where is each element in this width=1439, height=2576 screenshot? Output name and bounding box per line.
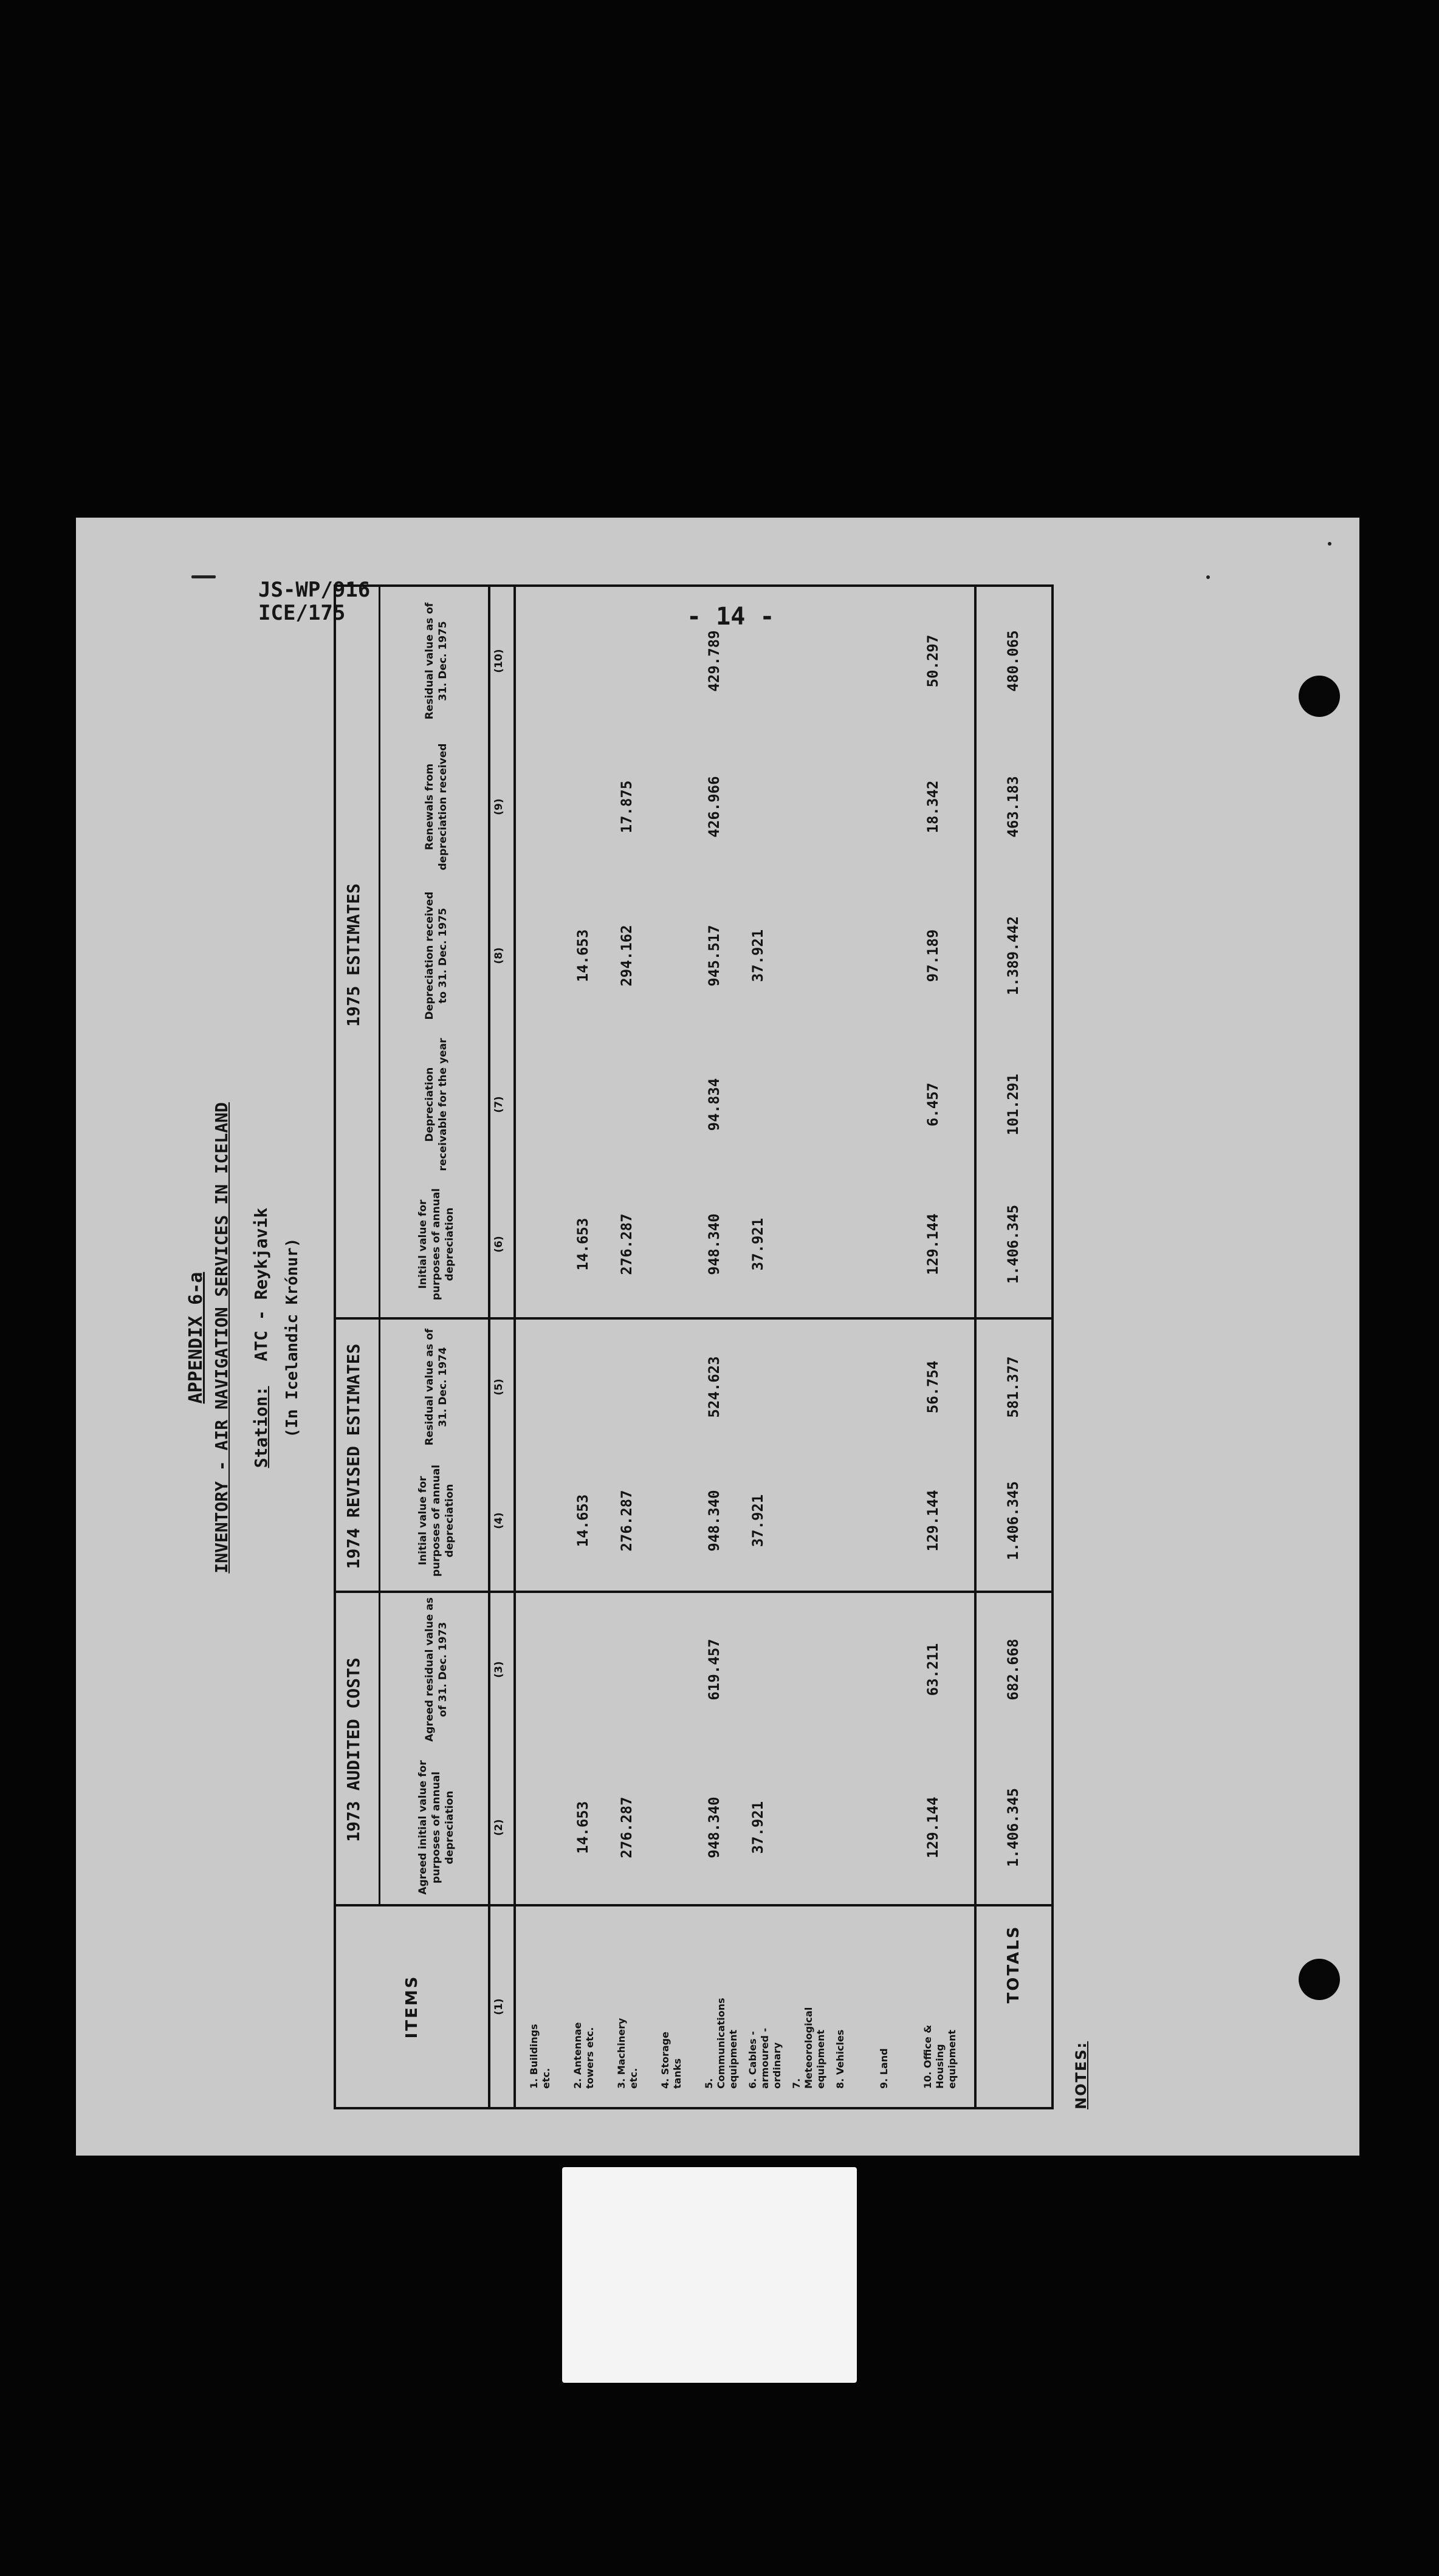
column-header-6: Initial value for purposes of annual depreciation [417,1188,456,1301]
table-cell: 17.875 [618,780,635,834]
totals-cell-3: 682.668 [1005,1639,1022,1701]
column-number-8: (8) [493,947,505,964]
table-cell: 56.754 [924,1360,941,1414]
table-cell: 37.921 [749,929,766,982]
table-cell: 94.834 [706,1078,723,1131]
table-cell: 426.966 [706,776,723,838]
row-label: 4. Storage tanks [659,2032,683,2089]
table-cell: 276.287 [618,1797,635,1858]
totals-label: TOTALS [1005,1925,1023,2004]
column-divider [336,1317,1051,1320]
column-header-4: Initial value for purposes of annual depreciation [417,1464,456,1577]
page-number: - 14 - [687,603,775,631]
punch-hole-icon [1299,1959,1340,2000]
appendix-heading: APPENDIX 6-a [185,1272,207,1404]
row-label: 7. Meteorological equipment [791,2007,826,2089]
table-cell: 945.517 [706,925,723,987]
column-header-2: Agreed initial value for purposes of annual depreciation [417,1760,456,1895]
doc-ref-line-1: JS-WP/916 [258,578,371,602]
table-cell: 129.144 [924,1797,941,1858]
totals-cell-8: 1.389.442 [1005,916,1022,996]
station-label: Station: [251,1386,271,1468]
column-header-8: Depreciation received to 31. Dec. 1975 [424,891,449,1020]
column-number-3: (3) [493,1661,505,1678]
station-line [251,566,271,2109]
table-cell: 63.211 [924,1643,941,1696]
notes-label: NOTES: [1073,2041,1090,2109]
table-cell: 97.189 [924,929,941,982]
table-cell: 294.162 [618,925,635,987]
table-cell: 948.340 [706,1797,723,1858]
column-header-9: Renewals from depreciation received [424,743,449,871]
table-cell: 14.653 [574,1801,591,1854]
header-rule [488,587,490,2107]
document-page [76,518,1359,2156]
column-divider [336,1591,1051,1593]
totals-cell-7: 101.291 [1005,1074,1022,1136]
group-revised-estimates: 1974 REVISED ESTIMATES [343,1343,363,1569]
table-cell: 276.287 [618,1213,635,1275]
table-cell: 948.340 [706,1490,723,1552]
row-label: 9. Land [878,2048,890,2089]
table-cell: 14.653 [574,929,591,982]
blank-card [562,2167,857,2383]
column-number-6: (6) [493,1236,505,1253]
group-audited-costs: 1973 AUDITED COSTS [343,1657,363,1842]
row-label: 10. Office & Housing equipment [922,2024,958,2089]
column-number-4: (4) [493,1512,505,1529]
table-cell: 524.623 [706,1356,723,1418]
row-label: 3. Machinery etc. [616,2018,639,2089]
table-cell: 37.921 [749,1801,766,1854]
table-cell: 129.144 [924,1490,941,1552]
title-block [185,566,301,2109]
row-label: 8. Vehicles [834,2029,846,2089]
doc-ref-line-2: ICE/175 [258,601,346,625]
totals-cell-2: 1.406.345 [1005,1787,1022,1868]
table-cell: 129.144 [924,1213,941,1275]
column-number-10: (10) [493,649,505,673]
rotated-table-page [161,566,1090,2109]
column-number-1: (1) [493,1998,505,2015]
totals-cell-10: 480.065 [1005,630,1022,692]
table-cell: 619.457 [706,1639,723,1701]
table-cell: 37.921 [749,1218,766,1271]
column-header-5: Residual value as of 31. Dec. 1974 [424,1328,449,1446]
totals-cell-6: 1.406.345 [1005,1204,1022,1284]
table-cell: 18.342 [924,780,941,834]
column-number-9: (9) [493,798,505,815]
table-cell: 37.921 [749,1494,766,1547]
table-cell: 14.653 [574,1494,591,1547]
group-header-rule [379,587,380,1906]
table-cell: 429.789 [706,630,723,692]
currency-note: (In Icelandic Krónur) [283,1238,301,1438]
table-cell: 948.340 [706,1213,723,1275]
column-header-3: Agreed residual value as of 31. Dec. 1973 [424,1597,449,1742]
column-number-2: (2) [493,1819,505,1836]
column-header-items: ITEMS [403,1975,421,2039]
station-value: ATC - Reykjavik [251,1207,271,1362]
punch-hole-icon [1299,676,1340,717]
table-cell: 276.287 [618,1490,635,1552]
group-estimates: 1975 ESTIMATES [343,883,363,1027]
row-label: 2. Antennae towers etc. [572,2022,596,2089]
row-label: 1. Buildings etc. [528,2024,552,2089]
inventory-table [334,584,1054,2109]
table-cell: 6.457 [924,1082,941,1127]
totals-rule [974,587,977,2107]
table-cell: 50.297 [924,634,941,688]
column-number-rule [513,587,516,2107]
totals-cell-9: 463.183 [1005,776,1022,838]
inventory-title: INVENTORY - AIR NAVIGATION SERVICES IN ICELAND [211,1102,232,1574]
scan-speck [1328,542,1331,546]
row-label: 6. Cables - armoured - ordinary [747,2027,783,2089]
column-header-7: Depreciation receivable for the year [424,1038,449,1171]
scan-speck [1206,575,1210,579]
totals-cell-4: 1.406.345 [1005,1481,1022,1561]
row-label: 5. Communications equipment [703,1998,739,2089]
column-number-5: (5) [493,1379,505,1396]
column-number-7: (7) [493,1096,505,1113]
totals-cell-5: 581.377 [1005,1356,1022,1418]
column-header-10: Residual value as of 31. Dec. 1975 [424,602,449,720]
table-cell: 14.653 [574,1218,591,1271]
